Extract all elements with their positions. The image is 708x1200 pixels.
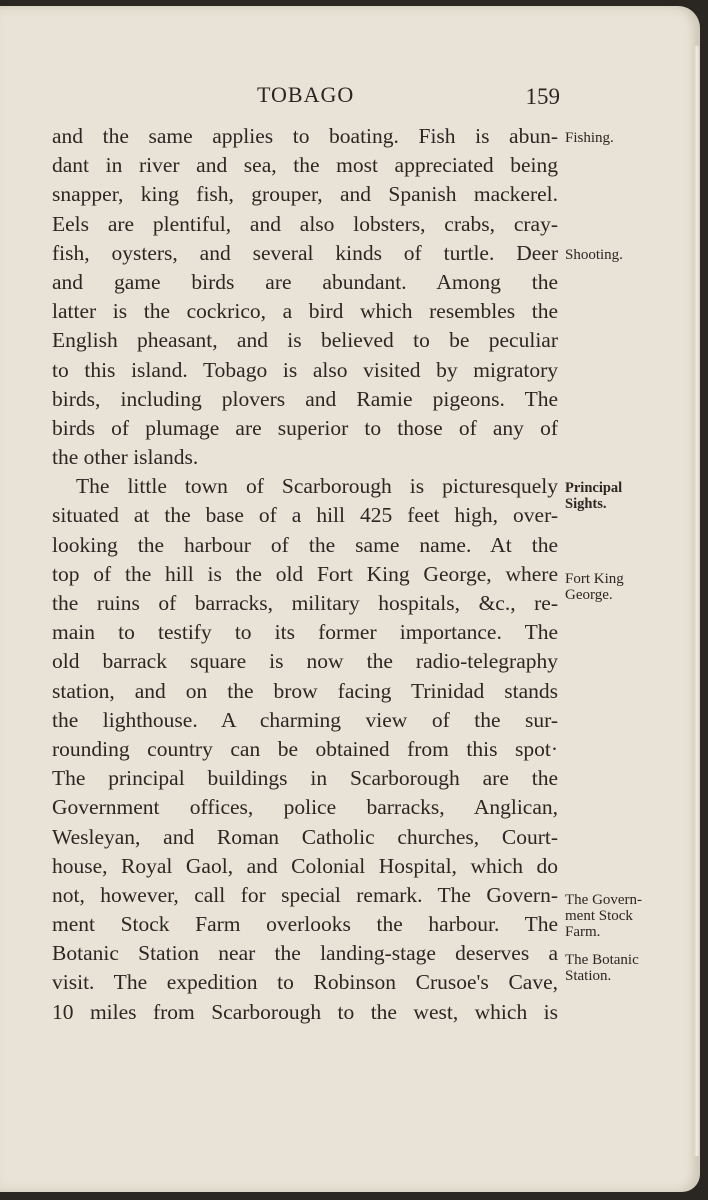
side-note-government-stock-farm: The Govern- ment Stock Farm. bbox=[565, 892, 643, 940]
page-number: 159 bbox=[525, 84, 560, 109]
text-line: to this island. Tobago is also visited by migratory bbox=[52, 357, 558, 382]
text-line: main to testify to its former importance. The bbox=[52, 620, 558, 645]
text-line: Government offices, police barracks, Anglican, bbox=[52, 795, 558, 820]
running-head: TOBAGO bbox=[257, 82, 355, 107]
text-line: station, and on the brow facing Trinidad stands bbox=[52, 678, 558, 703]
text-line: English pheasant, and is believed to be peculiar bbox=[52, 328, 558, 353]
text-line: old barrack square is now the radio-telegraphy bbox=[52, 649, 558, 674]
side-note-fort-king-george: Fort King George. bbox=[565, 571, 624, 603]
text-line: top of the hill is the old Fort King George, where bbox=[52, 561, 558, 586]
text-line: snapper, king fish, grouper, and Spanish mackerel. bbox=[52, 182, 558, 207]
text-line: situated at the base of a hill 425 feet high, over- bbox=[52, 503, 558, 528]
side-note-botanic-station: The Botanic Station. bbox=[565, 952, 639, 984]
text-line: Wesleyan, and Roman Catholic churches, Court- bbox=[52, 824, 558, 849]
side-note-principal-sights: Principal Sights. bbox=[565, 480, 623, 512]
text-line: the other islands. bbox=[52, 445, 199, 470]
side-note-shooting: Shooting. bbox=[565, 247, 623, 263]
text-line: house, Royal Gaol, and Colonial Hospital, which do bbox=[52, 853, 558, 878]
text-line: birds, including plovers and Ramie pigeons. The bbox=[52, 386, 558, 411]
text-line: and game birds are abundant. Among the bbox=[52, 269, 558, 294]
text-line: and the same applies to boating. Fish is abun- bbox=[52, 124, 558, 148]
page-edge bbox=[694, 46, 700, 1156]
text-line: latter is the cockrico, a bird which resembles the bbox=[52, 299, 558, 324]
text-line: visit. The expedition to Robinson Crusoe's Cave, bbox=[52, 970, 558, 995]
text-line: fish, oysters, and several kinds of turtle. Deer bbox=[52, 240, 558, 265]
text-line: The little town of Scarborough is picturesquely bbox=[76, 474, 558, 499]
text-line: rounding country can be obtained from this spot· bbox=[52, 736, 558, 761]
text-line: birds of plumage are superior to those of any of bbox=[52, 415, 558, 440]
text-line: dant in river and sea, the most appreciated being bbox=[52, 153, 558, 178]
side-note-fishing: Fishing. bbox=[565, 130, 614, 146]
text-line: the ruins of barracks, military hospitals, &c., re- bbox=[52, 591, 558, 615]
page-header bbox=[52, 82, 560, 112]
text-line: not, however, call for special remark. The Govern- bbox=[52, 882, 558, 907]
body-text bbox=[52, 122, 558, 1027]
text-line: ment Stock Farm overlooks the harbour. The bbox=[52, 912, 558, 937]
text-line: the lighthouse. A charming view of the sur- bbox=[52, 707, 558, 732]
text-line: Eels are plentiful, and also lobsters, crabs, cray- bbox=[52, 211, 558, 236]
text-line: The principal buildings in Scarborough are the bbox=[52, 766, 558, 791]
text-line: 10 miles from Scarborough to the west, which is bbox=[52, 999, 558, 1024]
text-line: Botanic Station near the landing-stage deserves a bbox=[52, 941, 558, 966]
text-line: looking the harbour of the same name. At the bbox=[52, 532, 558, 557]
book-page bbox=[0, 6, 700, 1192]
